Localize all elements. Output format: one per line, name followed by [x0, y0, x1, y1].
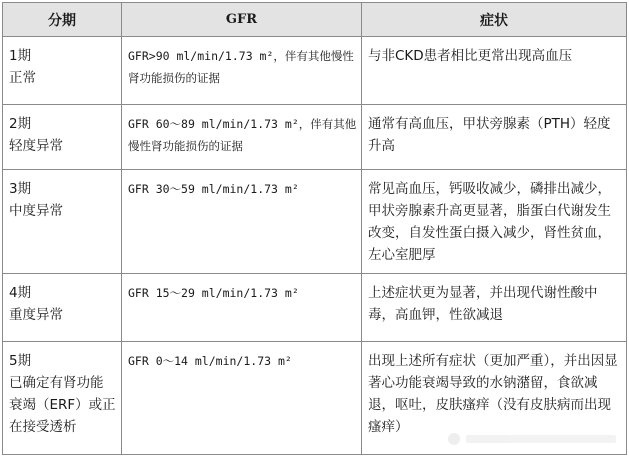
- gfr-cell: GFR 0～14 ml/min/1.73 m²: [122, 342, 362, 455]
- stage-line: 在接受透析: [9, 419, 77, 435]
- symptoms-cell: 常见高血压，钙吸收减少，磷排出减少，甲状旁腺素升高更显著，脂蛋白代谢发生改变，自发性蛋白摄入减少，肾性贫血，左心室肥厚: [362, 170, 627, 274]
- stage-line: 衰竭（ERF）或正: [9, 397, 116, 413]
- symptoms-cell: 通常有高血压，甲状旁腺素（PTH）轻度升高: [362, 105, 627, 170]
- table-row-stage-4: [3, 274, 627, 342]
- gfr-cell: GFR>90 ml/min/1.73 m²，伴有其他慢性肾功能损伤的证据: [122, 37, 362, 105]
- watermark-text-blur: [466, 435, 616, 443]
- stage-cell: [3, 37, 122, 105]
- stage-line: 已确定有肾功能: [9, 375, 104, 391]
- symptoms-cell: 与非CKD患者相比更常出现高血压: [362, 37, 627, 105]
- stage-cell: [3, 170, 122, 274]
- symptoms-cell: 上述症状更为显著，并出现代谢性酸中毒，高血钾，性欲减退: [362, 274, 627, 342]
- stage-line: 2期: [9, 116, 32, 132]
- ckd-stage-table: [2, 2, 627, 455]
- header-symptoms: 症状: [362, 3, 627, 37]
- stage-line: 轻度异常: [9, 138, 63, 154]
- stage-line: 3期: [9, 181, 32, 197]
- stage-line: 正常: [9, 70, 36, 86]
- gfr-cell: GFR 15～29 ml/min/1.73 m²: [122, 274, 362, 342]
- table-row-stage-2: [3, 105, 627, 170]
- blurred-watermark: [448, 432, 623, 446]
- table-row-stage-3: [3, 170, 627, 274]
- stage-line: 中度异常: [9, 203, 63, 219]
- symptoms-cell: 出现上述所有症状（更加严重），并出因显著心功能衰竭导致的水钠潴留，食欲减退，呕吐，皮肤瘙痒（没有皮肤病而出现瘙痒）: [362, 342, 627, 455]
- table-row-stage-1: [3, 37, 627, 105]
- stage-line: 重度异常: [9, 307, 63, 323]
- stage-line: 5期: [9, 353, 32, 369]
- header-stage: 分期: [3, 3, 122, 37]
- stage-cell: [3, 342, 122, 455]
- stage-line: 1期: [9, 48, 32, 64]
- stage-line: 4期: [9, 285, 32, 301]
- gfr-cell: GFR 30～59 ml/min/1.73 m²: [122, 170, 362, 274]
- header-gfr: GFR: [122, 3, 362, 37]
- gfr-cell: GFR 60～89 ml/min/1.73 m²，伴有其他慢性肾功能损伤的证据: [122, 105, 362, 170]
- stage-cell: [3, 274, 122, 342]
- header-row: [3, 3, 627, 37]
- watermark-icon: [448, 433, 460, 445]
- stage-cell: [3, 105, 122, 170]
